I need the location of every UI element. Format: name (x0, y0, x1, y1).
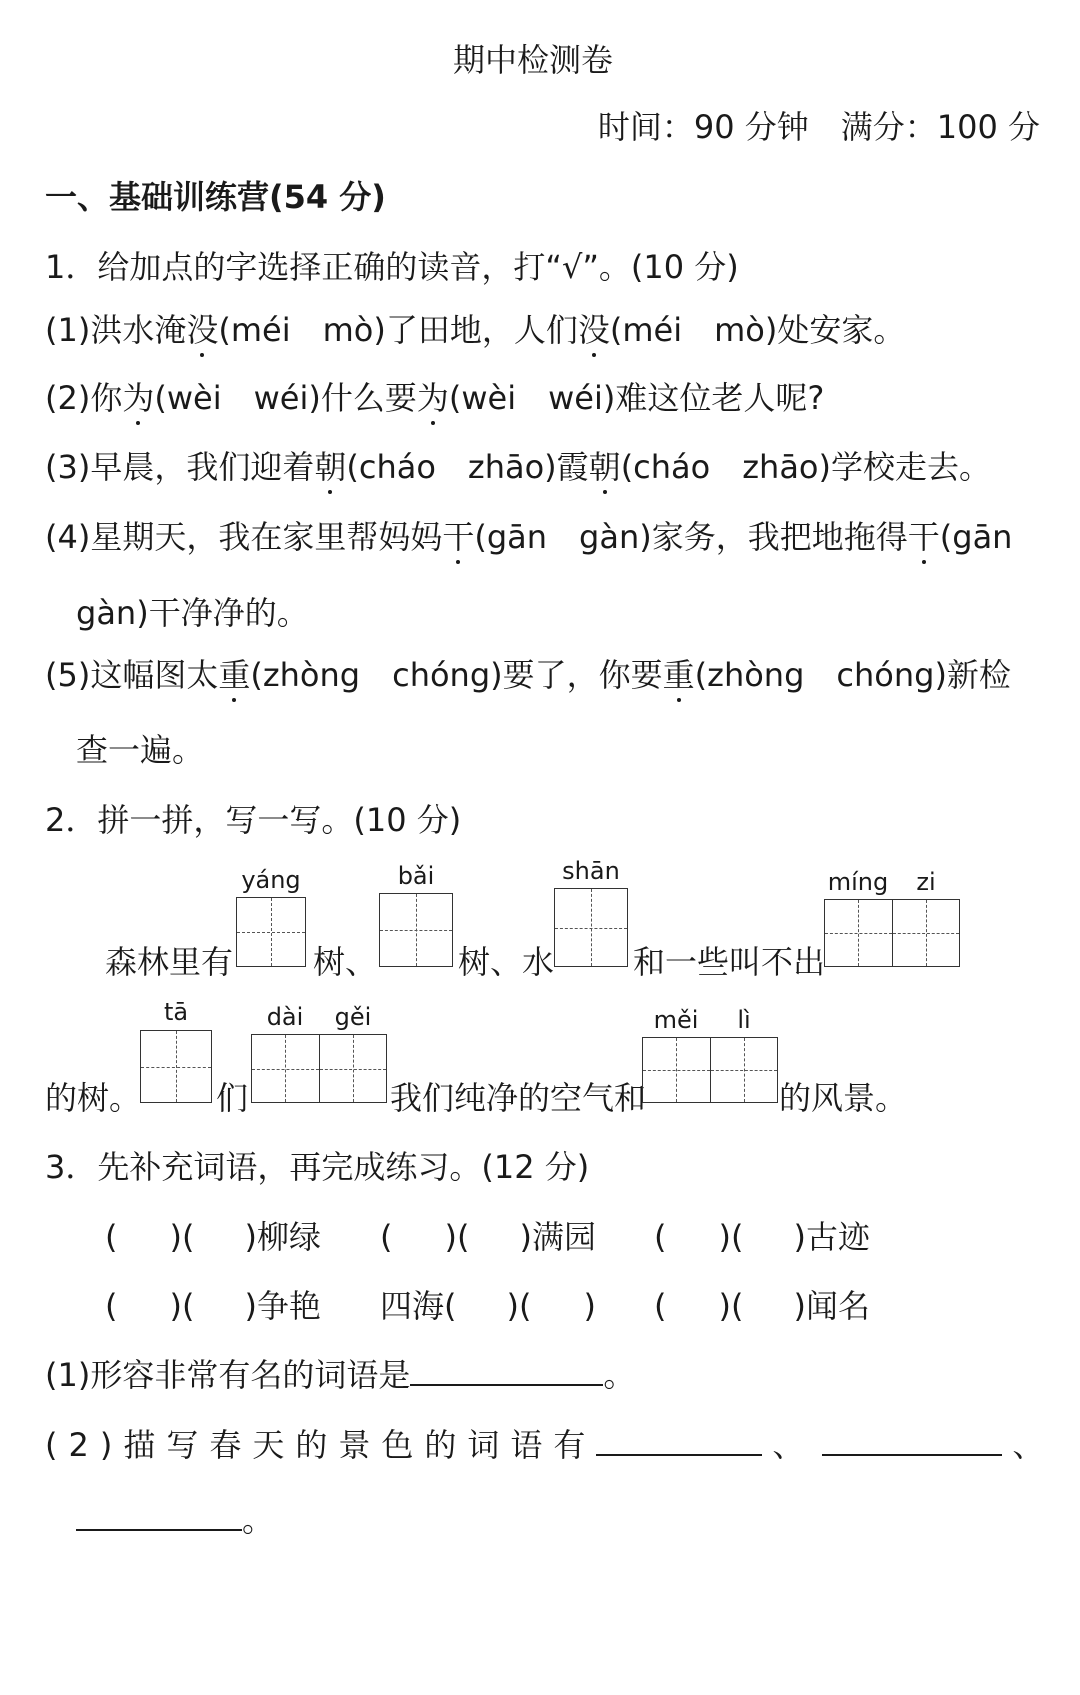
writing-grid[interactable] (140, 1030, 212, 1103)
q3-word-5: 四海( )( ) (380, 1287, 596, 1325)
dotted-char: 干 (442, 518, 475, 556)
section-title: 一、基础训练营(54 分) (45, 178, 386, 216)
dotted-char: 没 (577, 311, 610, 349)
writing-grid[interactable] (251, 1034, 387, 1103)
dotted-char: 朝 (314, 448, 347, 486)
answer-blank[interactable] (596, 1454, 762, 1456)
q3-word-6: ( )( )闻名 (654, 1287, 870, 1325)
pinyin-label: měi (653, 1006, 699, 1034)
pinyin-label: dài (266, 1003, 304, 1031)
q1-item-5: (5)这幅图太重(zhòng chóng)要了，你要重(zhòng chóng)新检 (45, 656, 1011, 694)
exam-meta: 时间：90 分钟 满分：100 分 (597, 108, 1040, 146)
dotted-char: 为 (122, 379, 155, 417)
dotted-char: 没 (186, 311, 219, 349)
page-title: 期中检测卷 (452, 41, 613, 79)
answer-blank[interactable] (76, 1529, 242, 1531)
writing-grid[interactable] (379, 893, 453, 967)
pinyin-label: lì (737, 1006, 751, 1034)
pinyin-label: zi (916, 868, 936, 896)
answer-blank[interactable] (410, 1384, 603, 1386)
writing-grid[interactable] (642, 1037, 778, 1103)
q3-word-1: ( )( )柳绿 (105, 1218, 321, 1256)
q3-word-3: ( )( )古迹 (654, 1218, 870, 1256)
pinyin-label: míng (827, 868, 889, 896)
dotted-char: 为 (416, 379, 449, 417)
q1-item-4: (4)星期天，我在家里帮妈妈干(gān gàn)家务，我把地拖得干(gān (45, 518, 1013, 556)
pinyin-label: shān (562, 857, 620, 885)
q2-text: 我们纯净的空气和 (390, 1079, 647, 1117)
q1-item-1: (1)洪水淹没(méi mò)了田地，人们没(méi mò)处安家。 (45, 311, 906, 349)
question-1-stem: 1．给加点的字选择正确的读音，打“√”。(10 分) (45, 248, 739, 286)
question-2-stem: 2．拼一拼，写一写。(10 分) (45, 801, 462, 839)
writing-grid[interactable] (824, 899, 960, 967)
answer-blank[interactable] (822, 1454, 1002, 1456)
pinyin-label: bǎi (397, 862, 435, 890)
q3-sub-1: (1)形容非常有名的词语是 。 (45, 1356, 636, 1394)
q3-sub-2-cont: 。 (76, 1500, 274, 1540)
q1-item-2: (2)你为(wèi wéi)什么要为(wèi wéi)难这位老人呢? (45, 379, 825, 417)
q1-item-5-cont: 查一遍。 (76, 731, 205, 769)
q2-text: 的树。 (45, 1079, 142, 1117)
dotted-char: 重 (662, 656, 695, 694)
q2-text: 的风景。 (779, 1079, 908, 1117)
q2-text: 们 (216, 1079, 249, 1117)
q2-text: 和一些叫不出 (633, 943, 826, 981)
question-3-stem: 3．先补充词语，再完成练习。(12 分) (45, 1148, 590, 1186)
pinyin-label: yáng (241, 866, 301, 894)
dotted-char: 朝 (588, 448, 621, 486)
q3-sub-2: (2)描写春天的景色的词语有 、 、 (45, 1426, 1045, 1464)
dotted-char: 重 (218, 656, 251, 694)
pinyin-label: gěi (334, 1003, 372, 1031)
writing-grid[interactable] (554, 888, 628, 967)
q3-word-2: ( )( )满园 (380, 1218, 596, 1256)
q2-text: 树、水 (458, 943, 555, 981)
pinyin-label: tā (163, 998, 189, 1026)
q1-item-3: (3)早晨，我们迎着朝(cháo zhāo)霞朝(cháo zhāo)学校走去。 (45, 448, 991, 486)
q2-text: 树、 (313, 943, 378, 981)
q2-text: 森林里有 (105, 943, 234, 981)
q3-word-4: ( )( )争艳 (105, 1287, 321, 1325)
writing-grid[interactable] (236, 897, 306, 967)
dotted-char: 干 (907, 518, 940, 556)
q1-item-4-cont: gàn)干净净的。 (76, 594, 309, 632)
